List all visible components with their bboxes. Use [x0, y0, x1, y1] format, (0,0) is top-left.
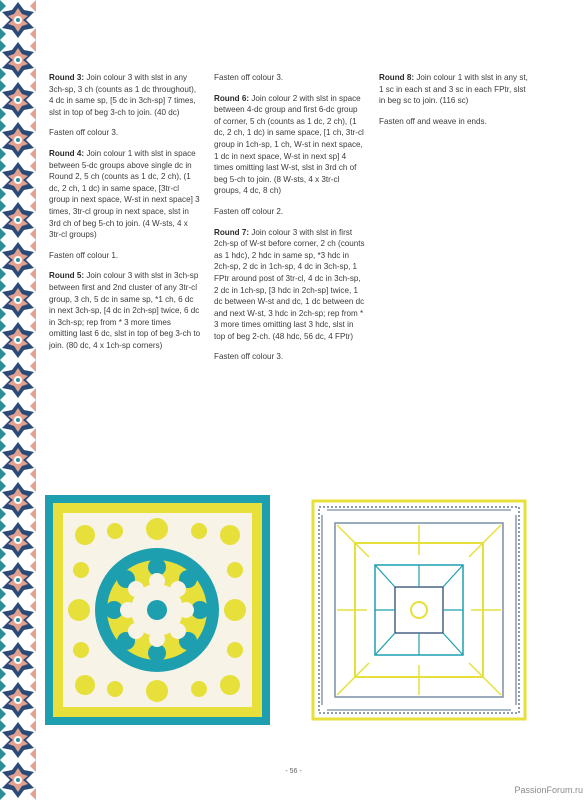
paragraph [214, 206, 366, 218]
round-title: Round 4: [49, 148, 85, 158]
round-text: Join colour 3 with slst in 3ch-sp between first and 2nd cluster of any 3tr-cl group, 3 ch, 5 dc in same sp, *1 ch, 6 dc in next 3ch-sp, [4 dc in 2ch-sp] twice, 6 dc in 3ch-sp; rep from * 3 more times omitting last 6 dc, slst in top of beg 3-ch to join. (80 dc, 4 x 1ch-sp corners) [49, 271, 201, 350]
crochet-chart-diagram [307, 495, 531, 725]
paragraph [49, 148, 201, 241]
paragraph [49, 270, 201, 351]
round-text: Fasten off colour 3. [214, 73, 284, 82]
round-text: Join colour 1 with slst in any st, 1 sc in each st and 3 sc in each FPtr, slst in beg sc to join. (116 sc) [379, 73, 528, 106]
round-title: Round 3: [49, 73, 85, 82]
round-text: Fasten off colour 1. [49, 250, 119, 260]
decorative-tile-border [0, 0, 36, 800]
round-text: Join colour 3 with slst in any 3ch-sp, 3 ch (counts as 1 dc throughout), 4 dc in same sp, [5 dc in 3ch-sp] 7 times, slst in top of beg 3-ch to join. (40 dc) [49, 73, 197, 117]
paragraph [214, 351, 366, 363]
paragraph [49, 250, 201, 262]
paragraph [379, 72, 529, 107]
round-text: Join colour 2 with slst in space between 4-dc group and first 6-dc group of corner, 5 ch (counts as 1 dc, 2 ch), (1 dc, 2 ch, 1 dc) in same space, [1 ch, 3tr-cl group in 1ch-sp, 1 ch, W-st in next space, 1 dc in next space, W-st in next sp] 4 times omitting last W-st, slst in 3rd ch of beg 5-ch to join. (8 W-sts, 4 x 3tr-cl groups, 4 dc, 8 ch) [214, 93, 364, 196]
paragraph [49, 72, 201, 118]
paragraph [214, 227, 366, 343]
paragraph [214, 72, 366, 84]
instructions-column-1 [49, 72, 201, 360]
instructions-column-2 [214, 72, 366, 372]
round-title: Round 8: [379, 73, 415, 82]
watermark: PassionForum.ru [514, 785, 583, 795]
paragraph [379, 116, 529, 128]
round-title: Round 6: [214, 93, 250, 103]
round-text: Join colour 3 with slst in first 2ch-sp of W-st before corner, 2 ch (counts as 1 hdc), 2 hdc in same sp, *3 hdc in 2ch-sp, 2 dc in 1ch-sp, 4 dc in 3ch-sp, 1 FPtr around post of 3tr-cl, 4 dc in 3ch-sp, 2 dc in 1ch-sp, [3 hdc in 2ch-sp] twice, 1 dc between W-st and dc, 1 dc between dc and next W-st, 3 hdc in 2ch-sp; rep from * 3 more times omitting last 3 hdc, slst in top of beg 2-ch. (48 hdc, 56 dc, 4 FPtr) [214, 227, 365, 341]
round-text: Fasten off colour 2. [214, 206, 284, 216]
instructions-column-3 [379, 72, 529, 136]
round-text: Fasten off and weave in ends. [379, 116, 487, 126]
paragraph [49, 127, 201, 139]
paragraph [214, 93, 366, 197]
page-number: - 56 - [285, 768, 302, 775]
crocheted-square-photo [45, 495, 270, 725]
round-title: Round 7: [214, 227, 250, 237]
round-text: Fasten off colour 3. [214, 352, 284, 362]
round-text: Join colour 1 with slst in space between 5-dc groups above single dc in Round 2, 5 ch (counts as 1 dc, 2 ch), (1 dc, 2 ch, 1 dc) in same space, [3tr-cl group in next space, W-st in next space] 3 times, 3tr-cl group in next space, slst in 3rd ch of beg 5-ch to join. (4 W-sts, 4 x 3tr-cl groups) [49, 148, 200, 240]
round-title: Round 5: [49, 271, 85, 281]
round-text: Fasten off colour 3. [49, 128, 119, 138]
